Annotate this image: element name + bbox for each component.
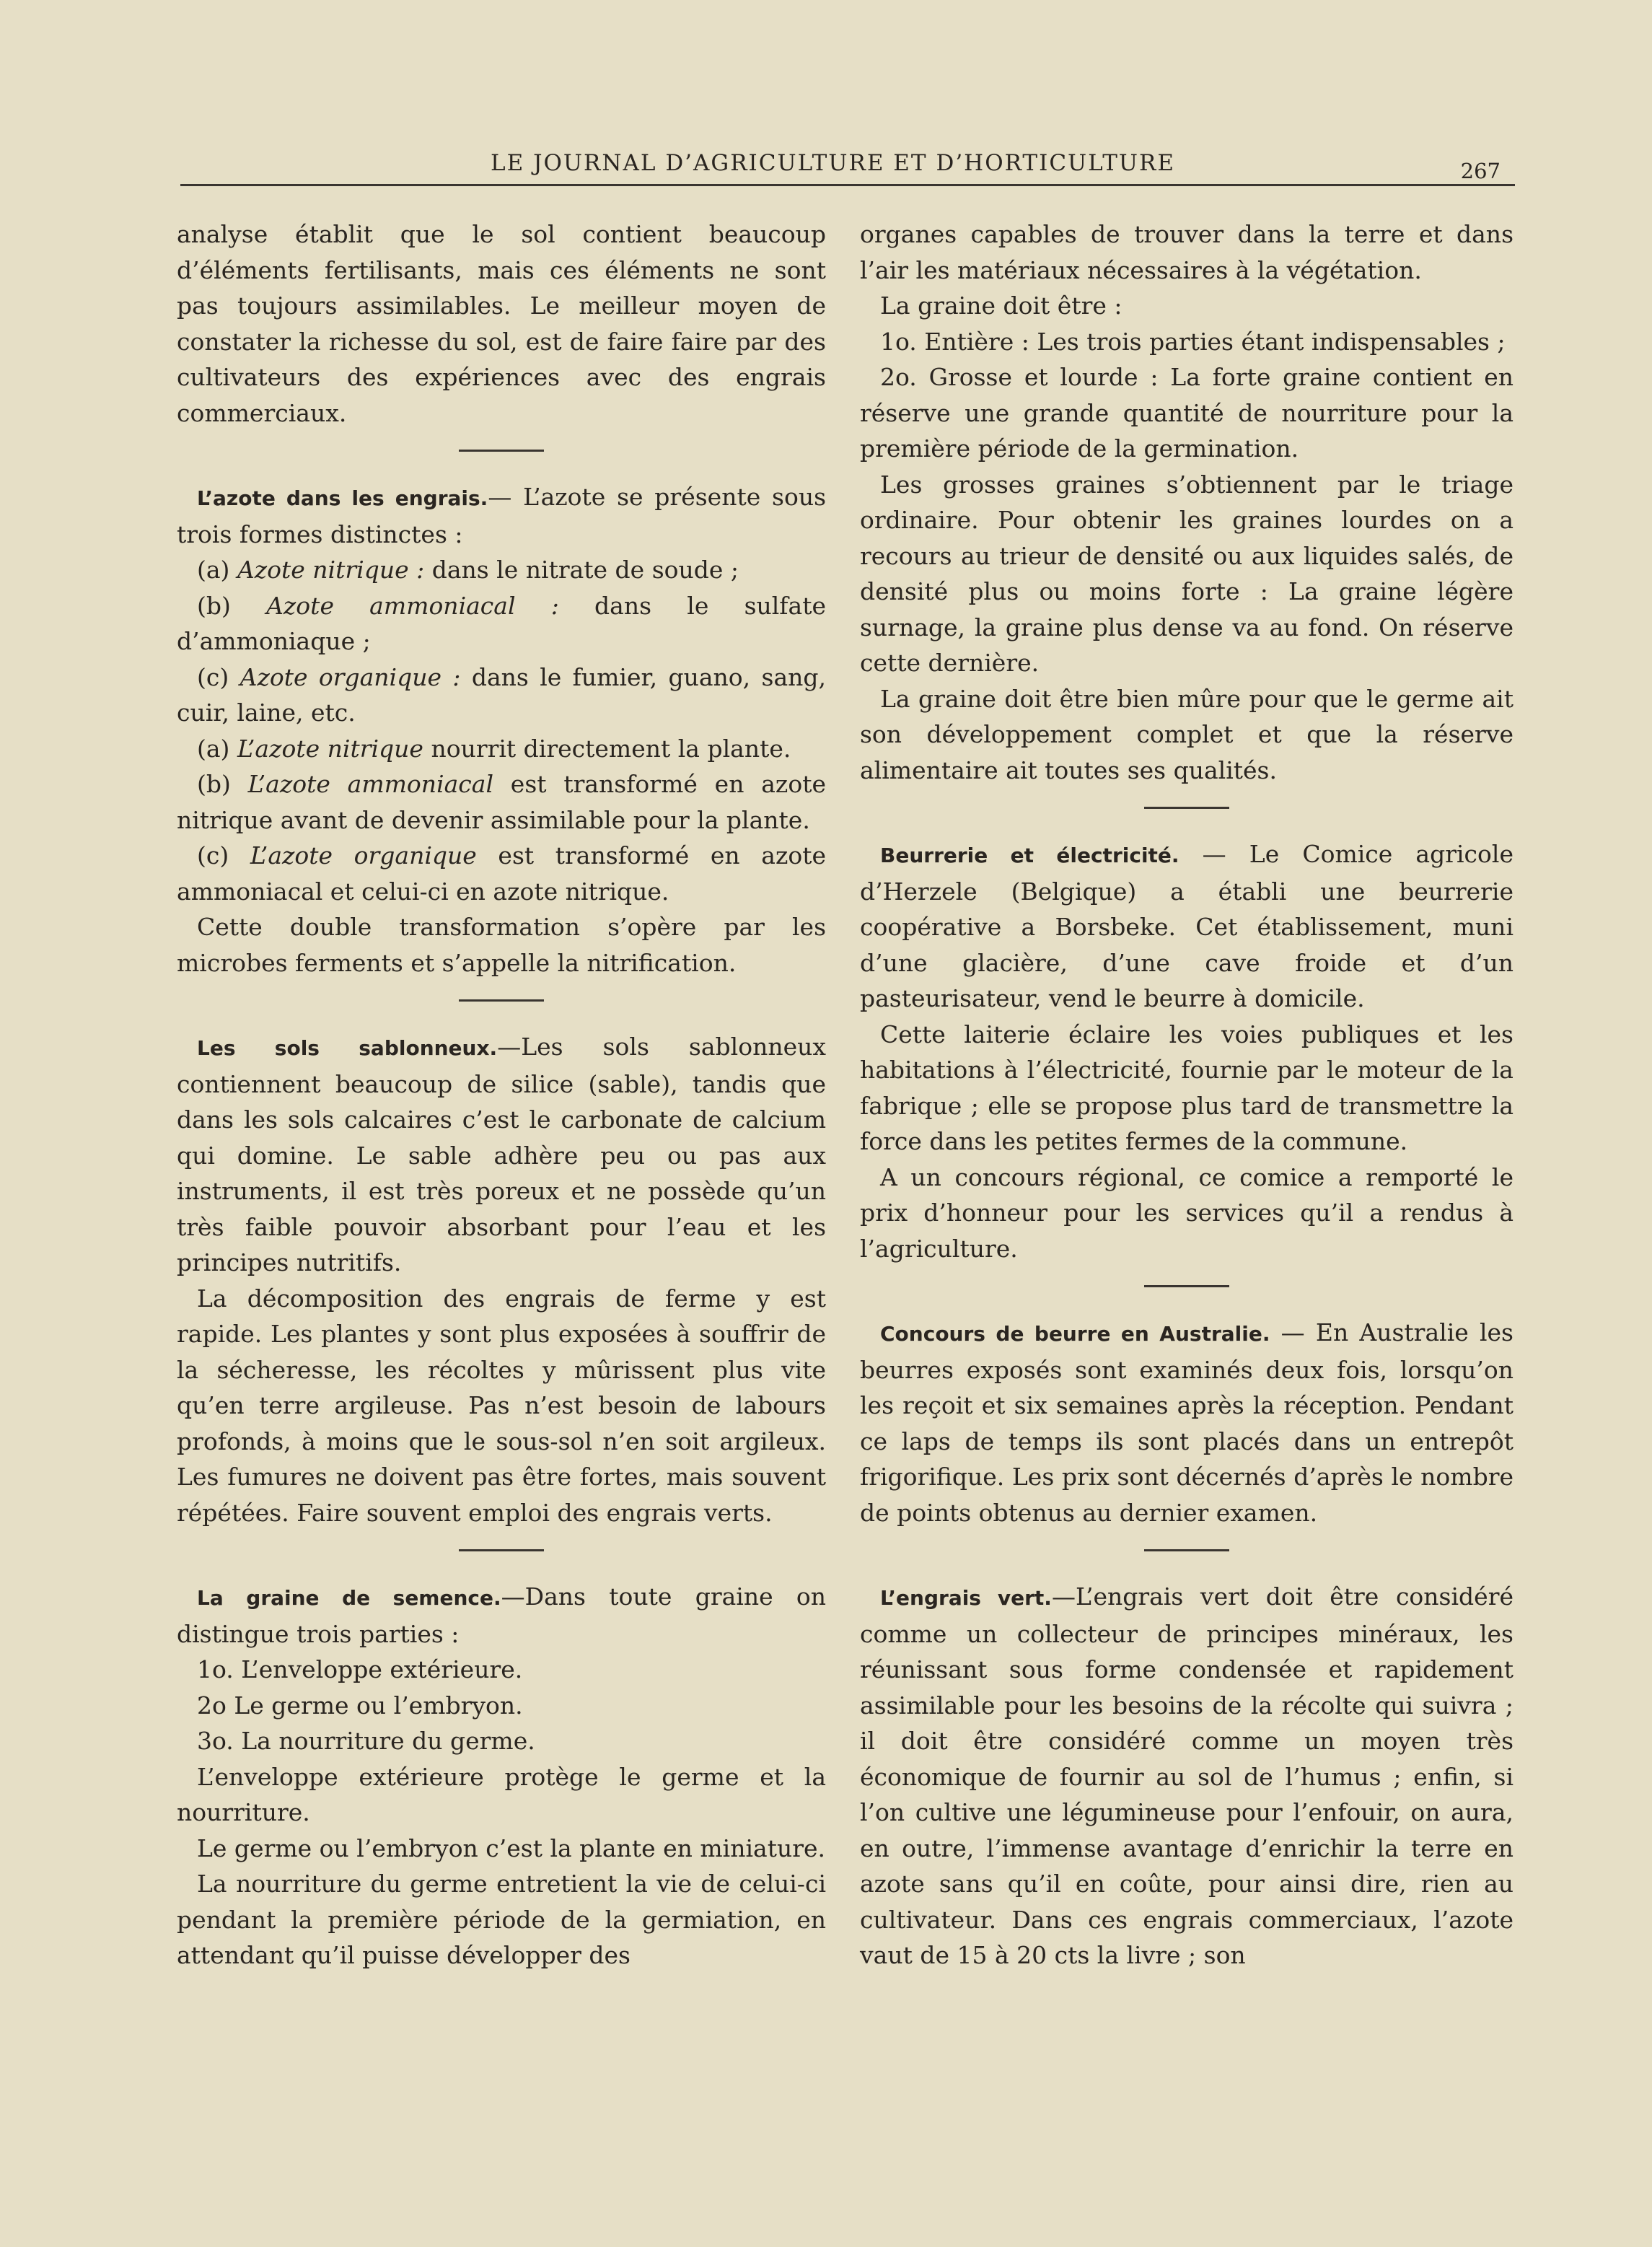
mure-paragraph: La graine doit être bien mûre pour que le germe ait son développement complet et que la réserve alimentaire ait toutes ses qualités.	[860, 684, 1513, 784]
right-column	[860, 216, 1513, 1974]
laiterie-paragraph: Cette laiterie éclaire les voies publiques et les habitations à l’électricité, fournie par le moteur de la fabrique ; elle se propose plus tard de transmettre la force dans les petites fermes de la commune.	[860, 1020, 1513, 1155]
section-separator	[459, 450, 544, 452]
azote-item-b: (b) Azote ammoniacal : dans le sulfate d’ammoniaque ;	[177, 591, 826, 655]
sols-paragraph-2: La décomposition des engrais de ferme y est rapide. Les plantes y sont plus exposées à souffrir de la sécheresse, les récoltes y mûrissent plus vite qu’en terre argileuse. Pas n’est besoin de labours profonds, à moins que le sous-sol n’en soit argileux. Les fumures ne doivent pas être fortes, mais souvent répétées. Faire souvent emploi des engrais verts.	[177, 1284, 826, 1527]
azote-item-a: (a) Azote nitrique : dans le nitrate de soude ;	[197, 556, 739, 584]
engrais-vert-heading: L’engrais vert.	[880, 1586, 1052, 1610]
graine-heading: La graine de semence.	[197, 1586, 501, 1610]
azote-heading: L’azote dans les engrais.	[197, 486, 488, 510]
graine-condition-2: 2o. Grosse et lourde : La forte graine contient en réserve une grande quantité de nourriture pour la première période de la germination.	[860, 363, 1513, 463]
graine-continuation: organes capables de trouver dans la terre et dans l’air les matériaux nécessaires à la végétation.	[860, 220, 1513, 284]
graine-item-2: 2o Le germe ou l’embryon.	[197, 1691, 523, 1720]
azote-item-a2: (a) L’azote nitrique nourrit directement la plante.	[197, 734, 791, 763]
running-title: LE JOURNAL D’AGRICULTURE ET D’HORTICULTURE	[491, 150, 1176, 176]
azote-item-b2: (b) L’azote ammoniacal est transformé en azote nitrique avant de devenir assimilable pour la plante.	[177, 770, 826, 834]
header-rule	[180, 184, 1515, 186]
azote-item-c2: (c) L’azote organique est transformé en azote ammoniacal et celui-ci en azote nitrique.	[177, 841, 827, 906]
graine-paragraph-enveloppe: L’enveloppe extérieure protège le germe et la nourriture.	[177, 1762, 826, 1826]
graine-paragraph-germe: Le germe ou l’embryon c’est la plante en miniature.	[197, 1834, 826, 1862]
left-column	[177, 216, 826, 1974]
engrais-vert-paragraph: L’engrais vert.—L’engrais vert doit être considéré comme un collecteur de principes minéraux, les réunissant sous forme condensée et rapidement assimilable pour les besoins de la récolte qui suivra ; il doit être considéré comme un moyen très économique de fournir au sol de l’humus ; enfin, si l’on cultive une légumineuse pour l’enfouir, on aura, en outre, l’immense avantage d’enrichir la terre en azote sans qu’il en coûte, pour ainsi dire, rien au cultivateur. Dans ces engrais commerciaux, l’azote vaut de 15 à 20 cts la livre ; son	[860, 1582, 1513, 1969]
concours-heading: Concours de beurre en Australie.	[880, 1322, 1270, 1346]
concours-regional-paragraph: A un concours régional, ce comice a remporté le prix d’honneur pour les services qu’il a rendus à l’agriculture.	[860, 1162, 1513, 1263]
graine-condition-1: 1o. Entière : Les trois parties étant indispensables ;	[880, 327, 1506, 356]
section-separator	[459, 1549, 544, 1551]
section-separator	[1144, 1285, 1229, 1287]
beurrerie-heading: Beurrerie et électricité.	[880, 844, 1179, 867]
intro-paragraph: analyse établit que le sol contient beaucoup d’éléments fertilisants, mais ces éléments ne sont pas toujours assimilables. Le meilleur moyen de constater la richesse du sol, est de faire faire par des cultivateurs des expériences avec des engrais commerciaux.	[177, 220, 826, 427]
azote-item-c: (c) Azote organique : dans le fumier, guano, sang, cuir, laine, etc.	[177, 662, 826, 727]
graine-doit-etre: La graine doit être :	[880, 292, 1122, 320]
graine-item-3: 3o. La nourriture du germe.	[197, 1727, 535, 1755]
sols-paragraph: Les sols sablonneux.—Les sols sablonneux contiennent beaucoup de silice (sable), tandis que dans les sols calcaires c’est le carbonate de calcium qui domine. Le sable adhère peu ou pas aux instruments, il est très poreux et ne possède qu’un très faible pouvoir absorbant pour l’eau et les principes nutritifs.	[177, 1033, 826, 1276]
section-separator	[1144, 1549, 1229, 1551]
graine-paragraph: La graine de semence.—Dans toute graine on distingue trois parties :	[177, 1582, 827, 1648]
beurrerie-paragraph: Beurrerie et électricité. — Le Comice agricole d’Herzele (Belgique) a établi une beurrerie coopérative a Borsbeke. Cet établissement, muni d’une glacière, d’une cave froide et d’un pasteurisateur, vend le beurre à domicile.	[860, 840, 1513, 1012]
page-number: 267	[1460, 159, 1501, 183]
concours-paragraph: Concours de beurre en Australie. — En Australie les beurres exposés sont examinés deux fois, lorsqu’on les reçoit et six semaines après la réception. Pendant ce laps de temps ils sont placés dans un entrepôt frigorifique. Les prix sont décernés d’après le nombre de points obtenus au dernier examen.	[860, 1318, 1513, 1527]
page-header	[180, 144, 1515, 188]
triage-paragraph: Les grosses graines s’obtiennent par le triage ordinaire. Pour obtenir les graines lourdes on a recours au trieur de densité ou aux liquides salés, de densité plus ou moins forte : La graine légère surnage, la graine plus dense va au fond. On réserve cette dernière.	[860, 470, 1513, 677]
graine-paragraph-nourriture: La nourriture du germe entretient la vie de celui-ci pendant la première période de la germiation, en attendant qu’il puisse développer des	[177, 1870, 826, 1969]
azote-section-intro: L’azote dans les engrais.— L’azote se présente sous trois formes distinctes :	[177, 483, 827, 548]
section-separator	[1144, 807, 1229, 809]
graine-item-1: 1o. L’enveloppe extérieure.	[197, 1655, 523, 1683]
nitrification-paragraph: Cette double transformation s’opère par les microbes ferments et s’appelle la nitrification.	[177, 913, 826, 977]
section-separator	[459, 999, 544, 1002]
sols-heading: Les sols sablonneux.	[197, 1036, 498, 1060]
